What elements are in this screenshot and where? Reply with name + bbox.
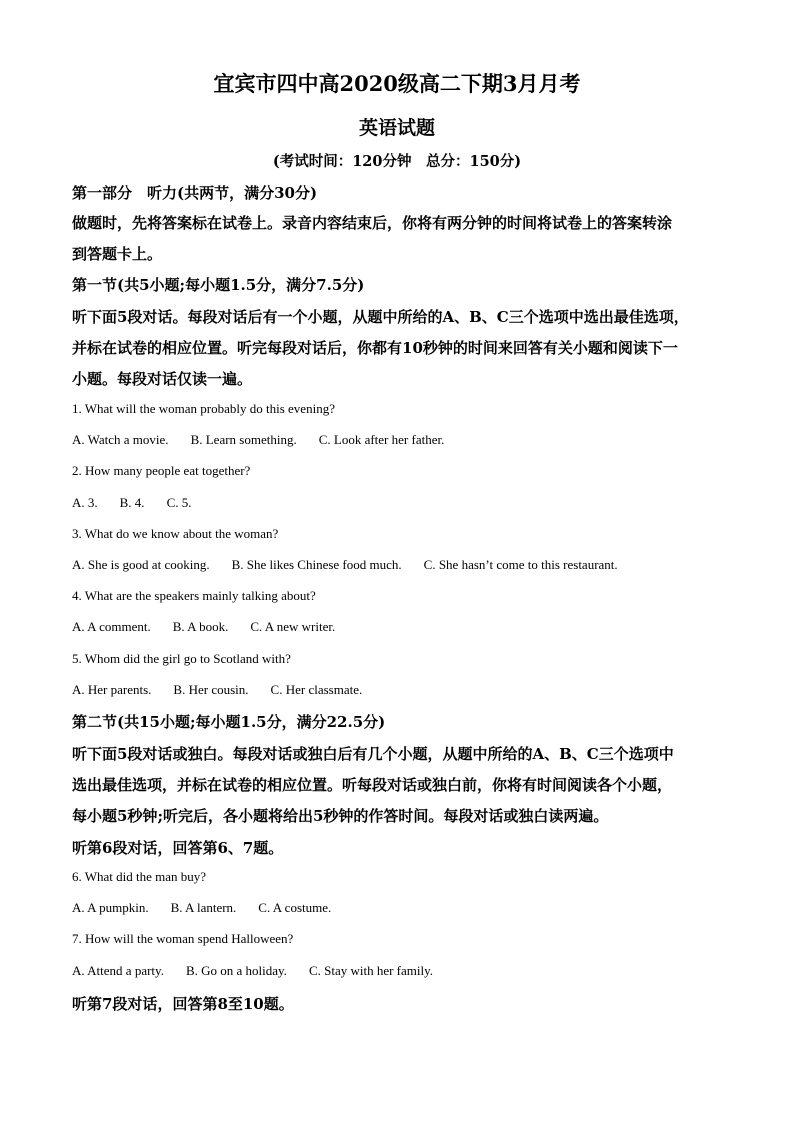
- section1-instruction-line: 小题。每段对话仅读一遍。: [72, 370, 253, 388]
- option-b: B. She likes Chinese food much.: [231, 557, 402, 572]
- exam-subject: 英语试题: [358, 117, 435, 139]
- question-stem: 1. What will the woman probably do this evening?: [72, 401, 335, 416]
- option-c: C. She hasn’t come to this restaurant.: [423, 557, 618, 572]
- option-b: B. 4.: [119, 495, 145, 510]
- question-stem: 4. What are the speakers mainly talking about?: [72, 588, 316, 603]
- dialog-6-heading: 听第6段对话，回答第6、7题。: [72, 839, 284, 857]
- option-c: C. Stay with her family.: [308, 963, 434, 978]
- option-c: C. A new writer.: [250, 619, 336, 634]
- option-a: A. Attend a party.: [72, 963, 164, 978]
- exam-meta: (考试时间：120分钟 总分：150分): [272, 153, 522, 170]
- question-stem: 5. Whom did the girl go to Scotland with?: [72, 651, 291, 666]
- dialog-7-heading: 听第7段对话，回答第8至10题。: [72, 995, 294, 1013]
- question-options: [72, 682, 732, 698]
- question-stem: 7. How will the woman spend Halloween?: [72, 931, 294, 946]
- part1-instruction-line: 到答题卡上。: [72, 245, 163, 263]
- section2-instruction-line: 听下面5段对话或独白。每段对话或独白后有几个小题，从题中所给的A、B、C三个选项中: [72, 745, 674, 763]
- option-a: A. 3.: [72, 495, 98, 510]
- option-a: A. Her parents.: [72, 682, 152, 697]
- option-b: B. Her cousin.: [173, 682, 249, 697]
- part1-heading: 第一部分 听力(共两节，满分30分): [72, 184, 318, 202]
- part1-instruction-line: 做题时，先将答案标在试卷上。录音内容结束后，你将有两分钟的时间将试卷上的答案转涂: [72, 214, 673, 232]
- question-options: [72, 495, 732, 511]
- question-stem: 6. What did the man buy?: [72, 869, 207, 884]
- option-a: A. Watch a movie.: [72, 432, 169, 447]
- question-options: [72, 557, 732, 573]
- option-b: B. Learn something.: [190, 432, 297, 447]
- section2-instruction-line: 每小题5秒钟;听完后，各小题将给出5秒钟的作答时间。每段对话或独白读两遍。: [72, 807, 609, 825]
- option-c: C. Her classmate.: [270, 682, 363, 697]
- option-c: C. Look after her father.: [318, 432, 445, 447]
- option-c: C. 5.: [166, 495, 192, 510]
- option-a: A. A pumpkin.: [72, 900, 149, 915]
- section2-instruction-line: 选出最佳选项，并标在试卷的相应位置。听每段对话或独白前，你将有时间阅读各个小题，: [72, 776, 673, 794]
- exam-title: 宜宾市四中高2020级高二下期3月月考: [213, 71, 581, 96]
- question-stem: 2. How many people eat together?: [72, 463, 251, 478]
- option-a: A. She is good at cooking.: [72, 557, 210, 572]
- section2-heading: 第二节(共15小题;每小题1.5分，满分22.5分): [72, 713, 386, 731]
- question-options: [72, 432, 732, 448]
- option-a: A. A comment.: [72, 619, 151, 634]
- option-b: B. Go on a holiday.: [185, 963, 287, 978]
- option-b: B. A lantern.: [170, 900, 237, 915]
- question-stem: 3. What do we know about the woman?: [72, 526, 279, 541]
- option-c: C. A costume.: [258, 900, 332, 915]
- question-options: [72, 900, 732, 916]
- section1-instruction-line: 听下面5段对话。每段对话后有一个小题，从题中所给的A、B、C三个选项中选出最佳选项，: [72, 308, 689, 326]
- question-options: [72, 619, 732, 635]
- question-options: [72, 963, 732, 979]
- section1-instruction-line: 并标在试卷的相应位置。听完每段对话后，你都有10秒钟的时间来回答有关小题和阅读下一: [72, 339, 678, 357]
- section1-heading: 第一节(共5小题;每小题1.5分，满分7.5分): [72, 276, 365, 294]
- option-b: B. A book.: [172, 619, 229, 634]
